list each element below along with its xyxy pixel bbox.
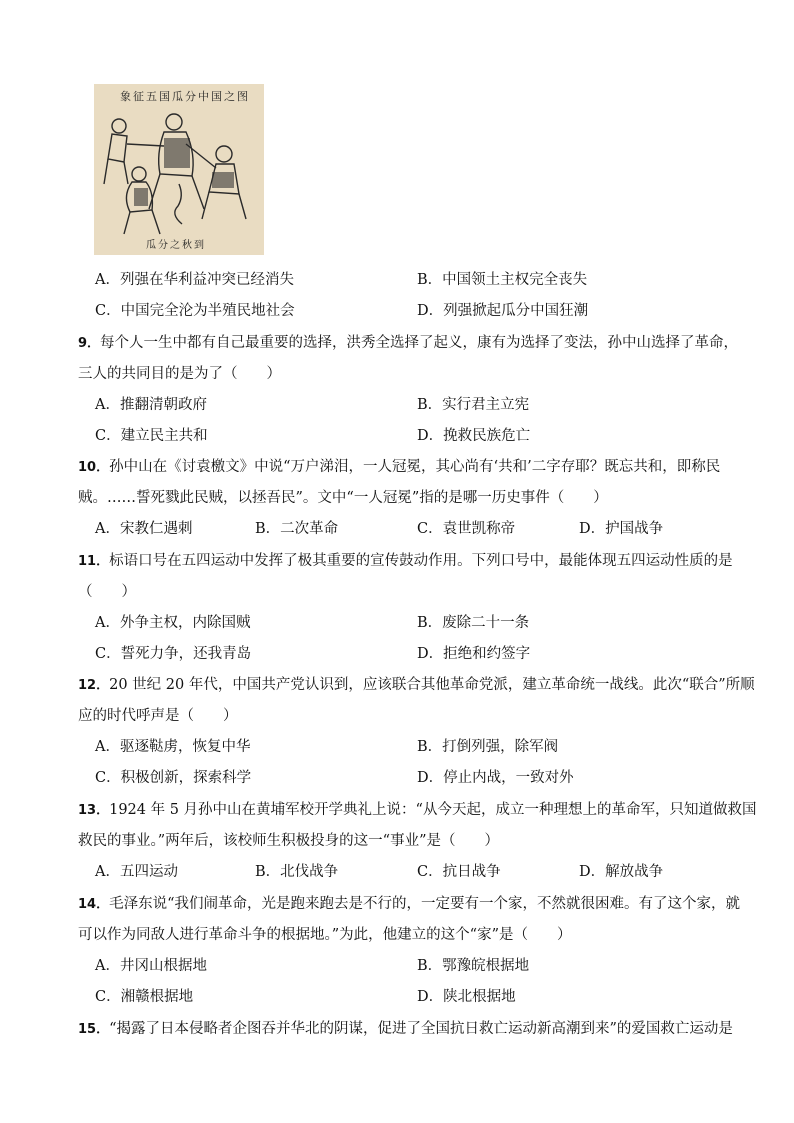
question-14 (78, 892, 740, 913)
question-12 (78, 673, 755, 694)
question-14-line-2: 可以作为同敌人进行革命斗争的根据地。”为此，他建立的这个“家”是（ ） (78, 927, 572, 943)
q8-option-a[interactable]: A．列强在华利益冲突已经消失 (95, 272, 294, 288)
question-15-line-1: “揭露了日本侵略者企图吞并华北的阴谋，促进了全国抗日救亡运动新高潮到来”的爱国救亡运动是 (109, 1021, 733, 1037)
q14-option-b[interactable]: B．鄂豫皖根据地 (417, 958, 530, 974)
q9-option-b[interactable]: B．实行君主立宪 (417, 397, 530, 413)
question-10-line-2: 贼。……誓死戮此民贼，以拯吾民”。文中“一人冠冕”指的是哪一历史事件（ ） (78, 490, 608, 506)
question-12-number: 12． (78, 678, 110, 693)
q13-option-d[interactable]: D．解放战争 (579, 864, 664, 880)
question-15-number: 15． (78, 1022, 110, 1037)
q11-option-b[interactable]: B．废除二十一条 (417, 615, 530, 631)
q10-option-b[interactable]: B．二次革命 (255, 521, 339, 537)
question-11-line-1: 标语口号在五四运动中发挥了极其重要的宣传鼓动作用。下列口号中，最能体现五四运动性质的是 (109, 553, 733, 569)
q8-option-d[interactable]: D．列强掀起瓜分中国狂潮 (417, 303, 589, 319)
question-14-number: 14． (78, 897, 110, 912)
q12-option-c[interactable]: C．积极创新，探索科学 (95, 770, 252, 786)
question-11-line-2: （ ） (78, 584, 136, 600)
question-10-number: 10． (78, 460, 110, 475)
cartoon-caption-bottom: 瓜分之秋到 (146, 240, 206, 251)
q9-option-a[interactable]: A．推翻清朝政府 (95, 397, 207, 413)
q8-option-b[interactable]: B．中国领土主权完全丧失 (417, 272, 588, 288)
q9-option-c[interactable]: C．建立民主共和 (95, 428, 208, 444)
question-14-line-1: 毛泽东说“我们闹革命，光是跑来跑去是不行的，一定要有一个家，不然就很困难。有了这个家，就 (109, 896, 741, 912)
q10-option-d[interactable]: D．护国战争 (579, 521, 664, 537)
question-10 (78, 455, 720, 476)
question-12-line-1: 20 世纪 20 年代，中国共产党认识到，应该联合其他革命党派，建立革命统一战线。此次“联合”所顺 (109, 677, 755, 693)
question-13-line-2: 救民的事业。”两年后，该校师生积极投身的这一“事业”是（ ） (78, 833, 499, 849)
question-13-line-1: 1924 年 5 月孙中山在黄埔军校开学典礼上说：“从今天起，成立一种理想上的革命军，只知道做救国 (109, 802, 757, 818)
cartoon-figure (94, 84, 264, 255)
question-9-line-1: 每个人一生中都有自己最重要的选择，洪秀全选择了起义，康有为选择了变法，孙中山选择了革命， (100, 335, 739, 351)
question-11-number: 11． (78, 554, 110, 569)
question-15 (78, 1017, 733, 1038)
q12-option-b[interactable]: B．打倒列强，除军阀 (417, 739, 559, 755)
q13-option-c[interactable]: C．抗日战争 (417, 864, 501, 880)
q11-option-d[interactable]: D．拒绝和约签字 (417, 646, 531, 662)
question-11 (78, 549, 733, 570)
question-10-line-1: 孙中山在《讨袁檄文》中说“万户涕泪，一人冠冕，其心尚有‘共和’二字存耶？既忘共和，即称民 (109, 459, 721, 475)
cartoon-illustration-icon (94, 84, 264, 255)
q8-option-c[interactable]: C．中国完全沦为半殖民地社会 (95, 303, 295, 319)
q13-option-a[interactable]: A．五四运动 (95, 864, 178, 880)
q9-option-d[interactable]: D．挽救民族危亡 (417, 428, 531, 444)
cartoon-caption-top: 象征五国瓜分中国之图 (120, 90, 250, 103)
q11-option-a[interactable]: A．外争主权，内除国贼 (95, 615, 251, 631)
question-13-number: 13． (78, 803, 110, 818)
q13-option-b[interactable]: B．北伐战争 (255, 864, 339, 880)
q14-option-a[interactable]: A．井冈山根据地 (95, 958, 207, 974)
q10-option-a[interactable]: A．宋教仁遇刺 (95, 521, 193, 537)
question-9-line-2: 三人的共同目的是为了（ ） (78, 366, 281, 382)
q12-option-d[interactable]: D．停止内战，一致对外 (417, 770, 574, 786)
question-12-line-2: 应的时代呼声是（ ） (78, 708, 238, 724)
q14-option-c[interactable]: C．湘赣根据地 (95, 989, 194, 1005)
q11-option-c[interactable]: C．誓死力争，还我青岛 (95, 646, 252, 662)
q10-option-c[interactable]: C．袁世凯称帝 (417, 521, 516, 537)
question-9 (78, 331, 738, 352)
question-9-number: 9． (78, 336, 101, 351)
question-13 (78, 798, 756, 819)
q12-option-a[interactable]: A．驱逐鞑虏，恢复中华 (95, 739, 251, 755)
q14-option-d[interactable]: D．陕北根据地 (417, 989, 516, 1005)
